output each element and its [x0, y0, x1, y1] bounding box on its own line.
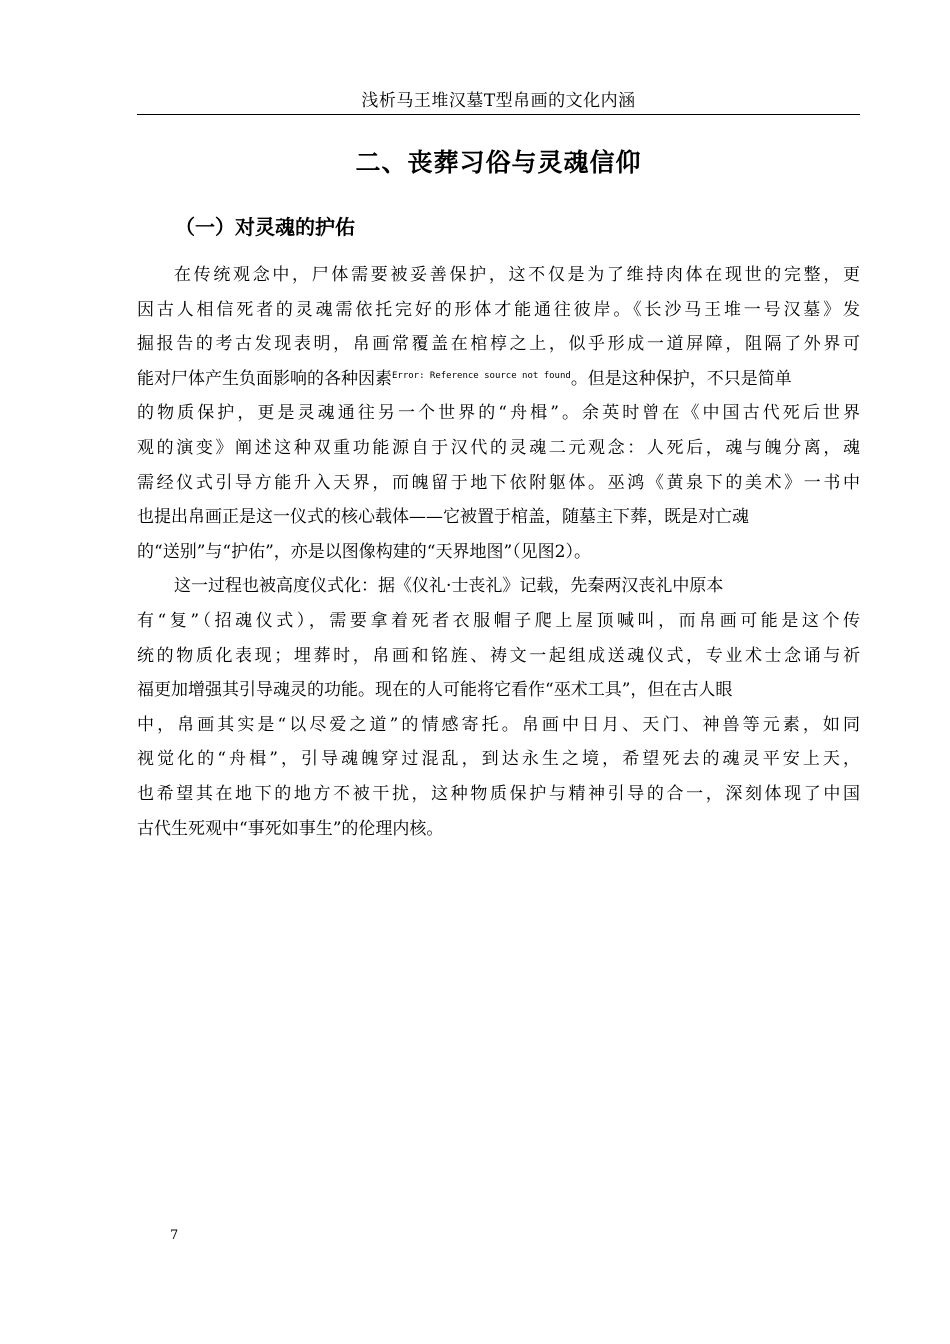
text-line: 视觉化的“舟楫”，引导魂魄穿过混乱，到达永生之境，希望死去的魂灵平安上天，: [137, 749, 860, 770]
body-text: [137, 258, 860, 846]
text-line: 需经仪式引导方能升入天界，而魄留于地下依附躯体。巫鸿《黄泉下的美术》一书中: [137, 472, 860, 493]
page-number: 7: [170, 1228, 179, 1243]
paragraph-1: [137, 258, 860, 569]
text-line: 这一过程也被高度仪式化：据《仪礼·士丧礼》记载，先秦两汉丧礼中原本: [174, 576, 724, 597]
text-line: 也希望其在地下的地方不被干扰，这种物质保护与精神引导的合一，深刻体现了中国: [137, 783, 860, 804]
chapter-title: 二、丧葬习俗与灵魂信仰: [355, 148, 642, 177]
running-header-title: 浅析马王堆汉墓T型帛画的文化内涵: [361, 91, 636, 111]
text-line: 有“复”（招魂仪式），需要拿着死者衣服帽子爬上屋顶喊叫，而帛画可能是这个传: [137, 610, 860, 631]
text-line: 的物质保护，更是灵魂通往另一个世界的“舟楫”。余英时曾在《中国古代死后世界: [137, 403, 860, 424]
text-line: 古代生死观中“事死如事生”的伦理内核。: [137, 818, 444, 839]
text-line: 掘报告的考古发现表明，帛画常覆盖在棺椁之上，似乎形成一道屏障，阻隔了外界可: [137, 334, 860, 355]
running-header: [137, 88, 860, 115]
text-segment: 。但是这种保护，不只是简单: [570, 368, 792, 389]
text-line: [137, 362, 860, 397]
text-segment: 能对尸体产生负面影响的各种因素: [137, 368, 392, 389]
text-line: 的“送别”与“护佑”，亦是以图像构建的“天界地图”（见图2）。: [137, 541, 591, 562]
paragraph-2: [137, 569, 860, 846]
section-title: （一）对灵魂的护佑: [175, 215, 355, 239]
text-line: 在传统观念中，尸体需要被妥善保护，这不仅是为了维持肉体在现世的完整，更: [174, 265, 860, 285]
text-line: 因古人相信死者的灵魂需依托完好的形体才能通往彼岸。《长沙马王堆一号汉墓》发: [137, 299, 860, 320]
text-line: 也提出帛画正是这一仪式的核心载体——它被置于棺盖，随墓主下葬，既是对亡魂: [137, 507, 749, 528]
text-line: 福更加增强其引导魂灵的功能。现在的人可能将它看作“巫术工具”，但在古人眼: [137, 680, 733, 701]
text-line: 观的演变》阐述这种双重功能源自于汉代的灵魂二元观念：人死后，魂与魄分离，魂: [137, 437, 860, 458]
reference-error-note: Error: Reference source not found: [392, 370, 571, 381]
text-line: 中，帛画其实是“以尽爱之道”的情感寄托。帛画中日月、天门、神兽等元素，如同: [137, 714, 860, 735]
text-line: 统的物质化表现；埋葬时，帛画和铭旌、祷文一起组成送魂仪式，专业术士念诵与祈: [137, 645, 860, 666]
